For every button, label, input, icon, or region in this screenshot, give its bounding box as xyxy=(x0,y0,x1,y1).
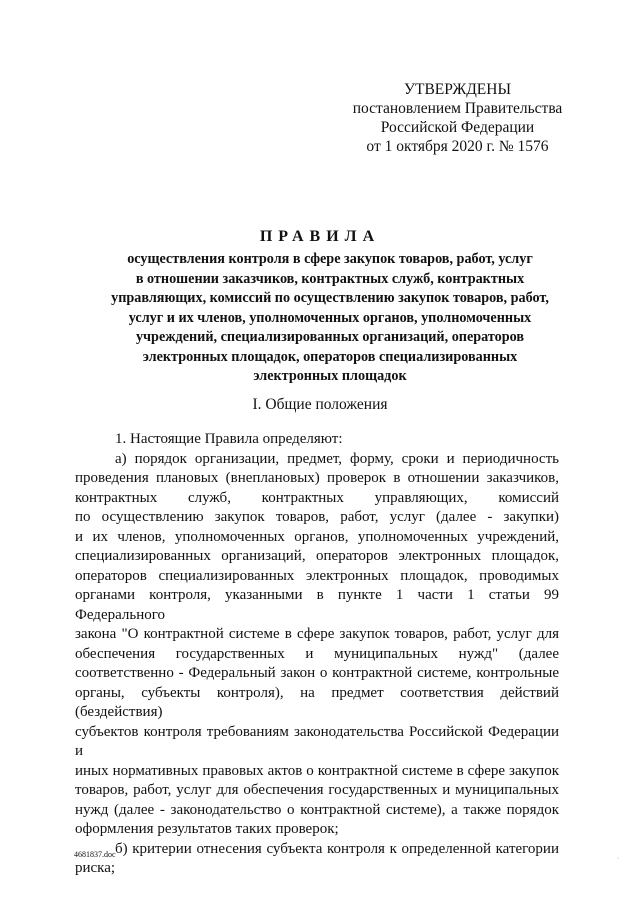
scan-mark: · xyxy=(617,856,619,862)
paragraph-a-line: товаров, работ, услуг для обеспечения государственных и муниципальных xyxy=(75,782,559,798)
approval-title: УТВЕРЖДЕНЫ xyxy=(404,81,511,98)
paragraph-a-line: проведения плановых (внеплановых) проверок в отношении заказчиков, xyxy=(75,470,559,486)
file-code: 4681837.doc xyxy=(74,850,116,859)
paragraph-a-line: операторов специализированных электронных площадок, проводимых xyxy=(75,567,559,584)
paragraph-a-line: а) порядок организации, предмет, форму, сроки и периодичность xyxy=(115,450,559,467)
subtitle-line: электронных площадок, операторов специализированных xyxy=(142,348,518,365)
paragraph-1: 1. Настоящие Правила определяют: xyxy=(115,431,343,447)
subtitle-line: управляющих, комиссий по осуществлению закупок товаров, работ, xyxy=(111,290,549,306)
paragraph-b-line: б) критерии отнесения субъекта контроля к определенной категории xyxy=(115,840,559,857)
section-heading: I. Общие положения xyxy=(252,396,388,413)
paragraph-a-line: органами контроля, указанными в пункте 1 части 1 статьи 99 Федерального xyxy=(75,587,559,623)
paragraph-a-line: специализированных организаций, операторов электронных площадок, xyxy=(75,548,559,564)
paragraph-b-line: риска; xyxy=(75,860,116,876)
paragraph-a-line: закона "О контрактной системе в сфере закупок товаров, работ, услуг для xyxy=(75,626,559,642)
paragraph-a-line: органы, субъекты контроля), на предмет соответствия действий (бездействия) xyxy=(75,684,559,720)
subtitle-line: услуг и их членов, уполномоченных органов, уполномоченных xyxy=(128,309,532,326)
approval-line: постановлением Правительства xyxy=(352,100,563,117)
paragraph-a-line: и их членов, уполномоченных органов, уполномоченных учреждений, xyxy=(75,528,559,545)
paragraph-a-line: контрактных служб, контрактных управляющих, комиссий xyxy=(75,489,559,506)
approval-stamp xyxy=(340,80,575,156)
paragraph-a-line: иных нормативных правовых актов о контрактной системе в сфере закупок xyxy=(75,762,559,779)
paragraph-a-line: обеспечения государственных и муниципальных нужд" (далее xyxy=(75,645,559,662)
approval-line: Российской Федерации xyxy=(380,119,535,136)
approval-date: от 1 октября 2020 г. № 1576 xyxy=(366,138,549,155)
paragraph-a-line: соответственно - Федеральный закон о контрактной системе, контрольные xyxy=(75,665,559,681)
paragraph-a-line: субъектов контроля требованиям законодательства Российской Федерации и xyxy=(75,723,559,759)
subtitle-line: электронных площадок xyxy=(253,368,407,384)
subtitle-line: учреждений, специализированных организаций, операторов xyxy=(135,329,525,345)
subtitle-line: в отношении заказчиков, контрактных служб, контрактных xyxy=(135,270,525,287)
paragraph-a-line: нужд (далее - законодательство о контрактной системе), а также порядок xyxy=(75,801,559,818)
paragraph-a-line: по осуществлению закупок товаров, работ, услуг (далее - закупки) xyxy=(75,509,559,525)
document-subtitle xyxy=(60,250,600,387)
document-body xyxy=(75,430,559,879)
document-title: ПРАВИЛА xyxy=(259,228,381,245)
paragraph-a-line: оформления результатов таких проверок; xyxy=(75,821,339,837)
subtitle-line: осуществления контроля в сфере закупок товаров, работ, услуг xyxy=(127,251,533,267)
